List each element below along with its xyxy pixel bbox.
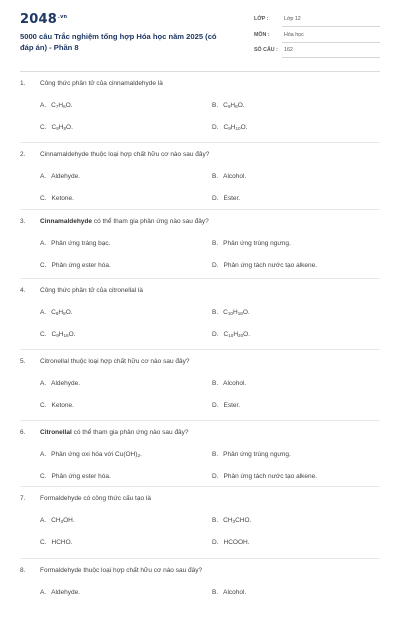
- question-text: Formaldehyde thuộc loại hợp chất hữu cơ nào sau đây?: [40, 567, 203, 574]
- option-letter: D.: [212, 331, 219, 338]
- option-letter: C.: [40, 195, 47, 202]
- option-text: Aldehyde.: [51, 589, 81, 596]
- option-text: Alcohol.: [223, 173, 247, 180]
- question-item: [20, 281, 380, 350]
- option-text: Phản ứng ester hóa.: [51, 473, 111, 480]
- count-field: [254, 45, 380, 59]
- option-letter: A.: [40, 589, 47, 596]
- question-text: Citronellal thuộc loại hợp chất hữu cơ nào sau đây?: [40, 358, 190, 365]
- question-text: Cinnamaldehyde thuộc loại hợp chất hữu cơ nào sau đây?: [40, 151, 210, 158]
- option-text: Alcohol.: [223, 589, 247, 596]
- option-text: $C_7H_6O$.: [51, 102, 73, 109]
- option-text: Phản ứng tách nước tạo alkene.: [223, 473, 318, 480]
- question-number: 4.: [20, 287, 26, 294]
- option-letter: A.: [40, 380, 47, 387]
- option-text: Phản ứng tách nước tạo alkene.: [223, 262, 318, 269]
- answer-option-a[interactable]: [40, 102, 73, 109]
- option-text: Ketone.: [51, 195, 74, 202]
- option-letter: C.: [40, 124, 47, 131]
- question-text-rest: có thể tham gia phản ứng nào sau đây?: [92, 218, 209, 225]
- subject-value: Hóa học: [284, 32, 304, 38]
- document-header: [0, 0, 400, 76]
- grade-field: [254, 14, 380, 28]
- option-letter: C.: [40, 473, 47, 480]
- question-keyword: Citronellal: [40, 429, 72, 436]
- answer-option-b[interactable]: [212, 309, 250, 316]
- answer-option-a[interactable]: [40, 309, 73, 316]
- option-text: Phản ứng trùng ngưng.: [223, 451, 291, 458]
- grade-underline: [282, 26, 380, 27]
- option-text: Alcohol.: [223, 380, 247, 387]
- answer-option-a[interactable]: [40, 451, 142, 458]
- option-letter: C.: [40, 539, 47, 546]
- question-number: 7.: [20, 495, 26, 502]
- option-text: $C_9H_{10}O$.: [223, 124, 248, 131]
- option-letter: D.: [212, 539, 219, 546]
- grade-label: LỚP :: [254, 16, 269, 22]
- question-number: 6.: [20, 429, 26, 436]
- option-text: Aldehyde.: [51, 380, 81, 387]
- answer-option-c[interactable]: [40, 473, 111, 480]
- answer-option-c[interactable]: [40, 262, 111, 269]
- subject-field: [254, 30, 380, 44]
- option-text: $C_{10}H_{20}O$.: [223, 331, 251, 338]
- option-text: HCOOH.: [223, 539, 250, 546]
- question-item: [20, 423, 380, 487]
- option-letter: D.: [212, 473, 219, 480]
- question-divider: [20, 486, 380, 487]
- answer-option-b[interactable]: [212, 380, 246, 387]
- option-letter: C.: [40, 262, 47, 269]
- option-text: Phản ứng tráng bạc.: [51, 240, 111, 247]
- answer-option-a[interactable]: [40, 589, 80, 596]
- answer-option-b[interactable]: [212, 102, 245, 109]
- answer-option-b[interactable]: [212, 589, 246, 596]
- grade-value: Lớp 12: [284, 16, 301, 22]
- answer-option-a[interactable]: [40, 173, 80, 180]
- question-item: [20, 352, 380, 421]
- option-text: Ester.: [223, 402, 241, 409]
- question-item: [20, 561, 380, 631]
- answer-option-d[interactable]: [212, 331, 250, 338]
- answer-option-b[interactable]: [212, 240, 291, 247]
- question-keyword: Cinnamaldehyde: [40, 218, 93, 225]
- answer-option-d[interactable]: [212, 473, 317, 480]
- option-letter: B.: [212, 589, 219, 596]
- option-text: $C_{10}H_{18}O$.: [223, 309, 250, 316]
- answer-option-d[interactable]: [212, 124, 247, 131]
- option-letter: C.: [40, 331, 47, 338]
- count-label: SỐ CÂU :: [254, 47, 278, 53]
- option-letter: D.: [212, 262, 219, 269]
- option-text: $CH_3CHO$.: [223, 517, 252, 524]
- question-item: [20, 489, 380, 559]
- answer-option-b[interactable]: [212, 173, 246, 180]
- document-title: 5000 câu Trắc nghiệm tổng hợp Hóa học năm 2025 (có đáp án) - Phần 8: [20, 32, 217, 52]
- option-letter: B.: [212, 240, 219, 247]
- answer-option-d[interactable]: [212, 195, 240, 202]
- question-divider: [20, 142, 380, 143]
- answer-option-a[interactable]: [40, 380, 80, 387]
- option-text: Phản ứng trùng ngưng.: [223, 240, 291, 247]
- answer-option-c[interactable]: [40, 124, 73, 131]
- site-logo[interactable]: $2048^{.vn}$: [20, 12, 68, 27]
- option-letter: A.: [40, 173, 47, 180]
- question-text: [40, 429, 189, 436]
- option-text: $C_8H_8O$.: [51, 309, 73, 316]
- option-text: $C_9H_{16}O$.: [51, 331, 76, 338]
- question-number: 3.: [20, 218, 26, 225]
- option-letter: B.: [212, 102, 219, 109]
- question-text: Formaldehyde có công thức cấu tạo là: [40, 495, 151, 502]
- option-letter: D.: [212, 124, 219, 131]
- answer-option-a[interactable]: [40, 240, 110, 247]
- answer-option-d[interactable]: [212, 402, 240, 409]
- option-letter: C.: [40, 402, 47, 409]
- count-underline: [282, 57, 380, 58]
- option-letter: A.: [40, 240, 47, 247]
- option-letter: D.: [212, 195, 219, 202]
- answer-option-b[interactable]: [212, 451, 291, 458]
- question-item: [20, 74, 380, 143]
- question-item: [20, 145, 380, 210]
- subject-label: MÔN :: [254, 32, 270, 38]
- question-divider: [20, 209, 380, 210]
- answer-option-c[interactable]: [40, 195, 74, 202]
- option-text: Aldehyde.: [51, 173, 81, 180]
- option-letter: B.: [212, 517, 219, 524]
- option-letter: B.: [212, 173, 219, 180]
- question-divider: [20, 420, 380, 421]
- answer-option-c[interactable]: [40, 539, 72, 546]
- option-letter: A.: [40, 309, 47, 316]
- option-letter: A.: [40, 517, 47, 524]
- option-text: $C_8H_8O$.: [51, 124, 73, 131]
- question-number: 5.: [20, 358, 26, 365]
- option-text: Ester.: [223, 195, 241, 202]
- option-text: Phản ứng oxi hóa với $Cu(OH)_2$.: [51, 451, 142, 458]
- answer-option-b[interactable]: [212, 517, 251, 524]
- header-divider: [20, 71, 380, 72]
- option-letter: A.: [40, 451, 47, 458]
- answer-option-c[interactable]: [40, 331, 75, 338]
- question-number: 2.: [20, 151, 26, 158]
- option-text: HCHO.: [51, 539, 73, 546]
- option-letter: D.: [212, 402, 219, 409]
- question-text: Công thức phân tử của cinnamaldehyde là: [40, 80, 163, 87]
- question-text: [40, 218, 209, 225]
- question-text: Công thức phân tử của citronellal là: [40, 287, 144, 294]
- option-text: $CH_3OH$.: [51, 517, 75, 524]
- subject-underline: [282, 42, 380, 43]
- option-letter: B.: [212, 309, 219, 316]
- question-number: 8.: [20, 567, 26, 574]
- answer-option-c[interactable]: [40, 402, 74, 409]
- option-text: $C_9H_8O$.: [223, 102, 245, 109]
- question-divider: [20, 278, 380, 279]
- answer-option-d[interactable]: [212, 262, 317, 269]
- count-value: 162: [284, 47, 293, 53]
- question-divider: [20, 349, 380, 350]
- option-letter: B.: [212, 380, 219, 387]
- option-letter: B.: [212, 451, 219, 458]
- question-text-rest: có thể tham gia phản ứng nào sau đây?: [71, 429, 189, 436]
- question-item: [20, 212, 380, 279]
- question-number: 1.: [20, 80, 26, 87]
- question-divider: [20, 558, 380, 559]
- option-text: Phản ứng ester hóa.: [51, 262, 111, 269]
- answer-option-a[interactable]: [40, 517, 75, 524]
- option-letter: A.: [40, 102, 47, 109]
- option-text: Ketone.: [51, 402, 74, 409]
- answer-option-d[interactable]: [212, 539, 250, 546]
